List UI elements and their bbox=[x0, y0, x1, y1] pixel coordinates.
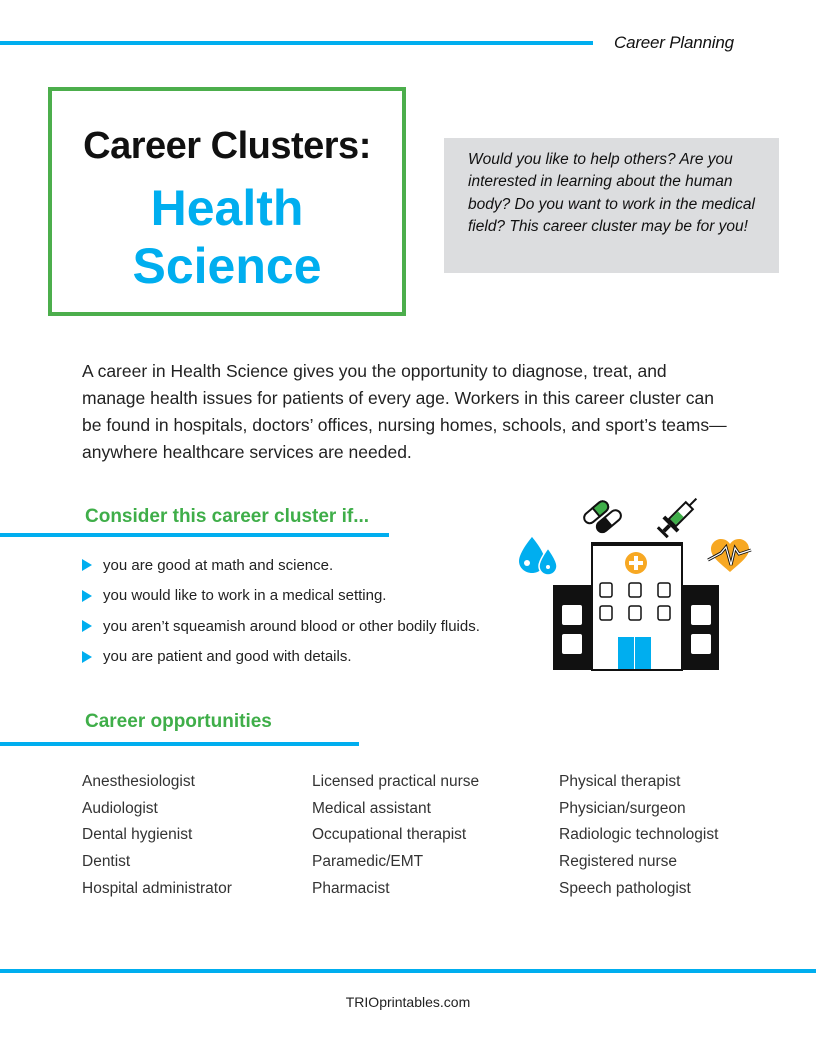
career-item: Hospital administrator bbox=[82, 879, 232, 897]
title-line-1: Career Clusters: bbox=[83, 125, 371, 167]
career-item: Paramedic/EMT bbox=[312, 853, 424, 871]
list-item bbox=[82, 642, 480, 673]
list-item bbox=[82, 611, 480, 642]
bullet-triangle-icon bbox=[82, 620, 92, 632]
footer-site-link: TRIOprintables.com bbox=[345, 994, 471, 1010]
list-item bbox=[82, 581, 480, 612]
opportunities-heading: Career opportunities bbox=[85, 711, 272, 732]
list-item-text: you aren’t squeamish around blood or other bodily fluids. bbox=[103, 617, 480, 635]
hospital-illustration bbox=[505, 490, 765, 675]
door-left bbox=[618, 637, 634, 669]
career-item: Physical therapist bbox=[559, 773, 681, 790]
intro-paragraph: A career in Health Science gives you the opportunity to diagnose, treat, and manage health issues for patients of every age. Workers in this career cluster can be found in hospitals, doctors’ offices, nursing homes, schools, and sport’s teams—anywhere healthcare services are needed. bbox=[82, 361, 727, 462]
syringe-icon bbox=[655, 492, 704, 541]
careers-column-1 bbox=[82, 769, 312, 903]
career-item: Audiologist bbox=[82, 799, 158, 817]
bullet-triangle-icon bbox=[82, 651, 92, 663]
medical-cross-icon bbox=[625, 552, 647, 574]
careers-column-3 bbox=[559, 769, 759, 903]
list-item-text: you would like to work in a medical setting. bbox=[103, 587, 387, 605]
left-wing bbox=[553, 585, 593, 670]
career-item: Anesthesiologist bbox=[82, 773, 195, 790]
opportunities-divider bbox=[0, 742, 359, 746]
water-drops-icon bbox=[519, 537, 557, 575]
consider-heading: Consider this career cluster if... bbox=[85, 506, 370, 527]
career-item: Radiologic technologist bbox=[559, 826, 719, 844]
door-right bbox=[635, 637, 651, 669]
list-item-text: you are patient and good with details. bbox=[103, 648, 352, 666]
careers-list bbox=[82, 769, 759, 903]
title-box bbox=[48, 87, 406, 316]
career-item: Dentist bbox=[82, 853, 131, 871]
top-divider bbox=[0, 41, 593, 45]
career-item: Occupational therapist bbox=[312, 826, 467, 844]
title-line-3: Science bbox=[132, 238, 322, 294]
bullet-triangle-icon bbox=[82, 559, 92, 571]
right-wing bbox=[681, 585, 719, 670]
career-item: Physician/surgeon bbox=[559, 799, 686, 817]
career-item: Dental hygienist bbox=[82, 826, 193, 844]
heartbeat-icon bbox=[708, 539, 751, 572]
callout-box: Would you like to help others? Are you interested in learning about the human body? Do you want to work in the medical field? This career cluster may be for you! bbox=[444, 138, 779, 273]
career-item: Licensed practical nurse bbox=[312, 773, 480, 790]
list-item-text: you are good at math and science. bbox=[103, 556, 334, 574]
consider-divider bbox=[0, 533, 389, 537]
bullet-triangle-icon bbox=[82, 590, 92, 602]
career-item: Pharmacist bbox=[312, 879, 390, 897]
header-label: Career Planning bbox=[614, 33, 734, 52]
bottom-divider bbox=[0, 969, 816, 973]
career-item: Speech pathologist bbox=[559, 879, 691, 897]
title-line-2: Health bbox=[150, 180, 304, 236]
career-item: Medical assistant bbox=[312, 799, 431, 817]
career-item: Registered nurse bbox=[559, 853, 678, 871]
consider-list bbox=[82, 550, 480, 672]
careers-column-2 bbox=[312, 769, 559, 903]
pills-icon bbox=[582, 496, 623, 536]
list-item bbox=[82, 550, 480, 581]
